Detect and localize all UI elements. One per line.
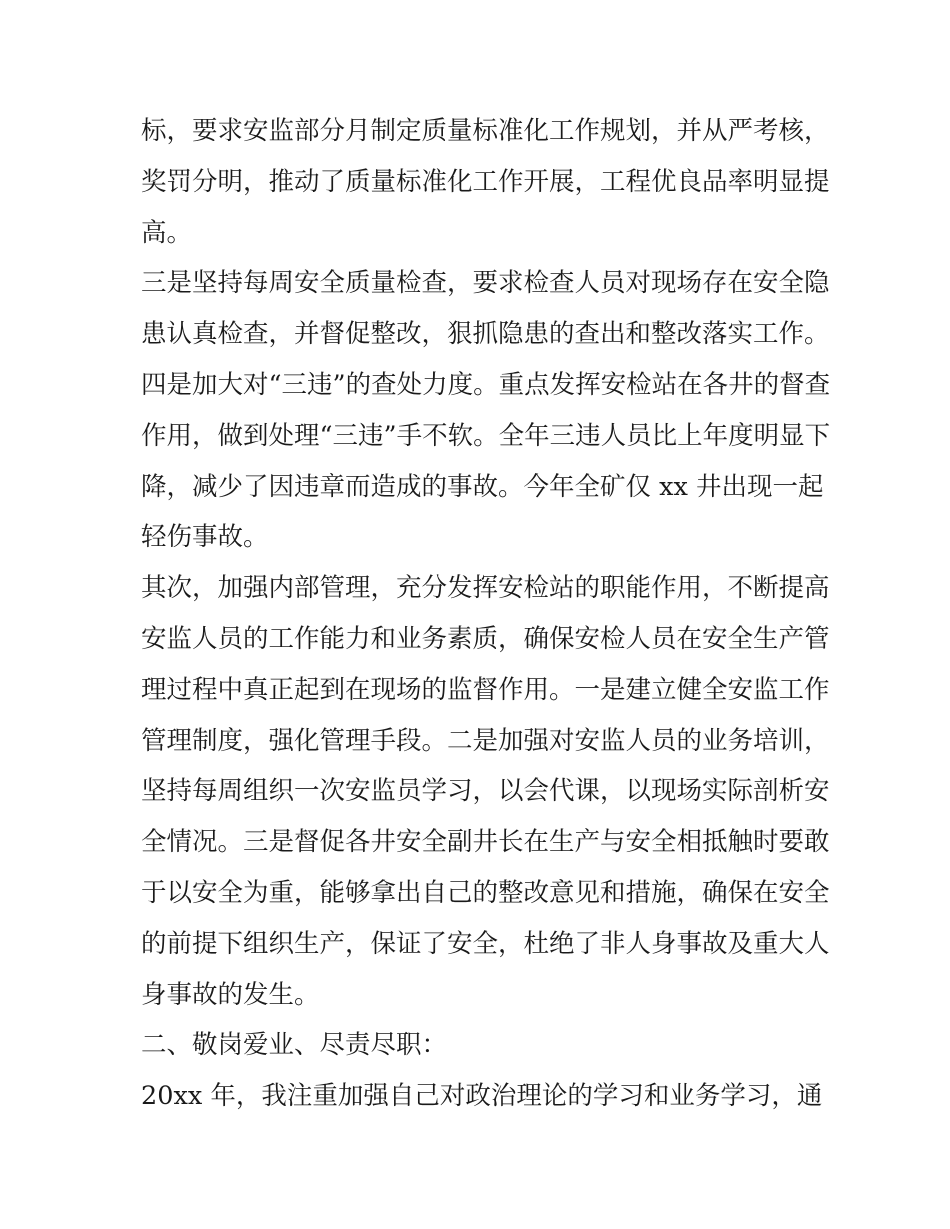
text-line: 高。	[141, 217, 193, 248]
text-line: 于以安全为重，能够拿出自己的整改意见和措施，确保在安全	[141, 877, 830, 908]
text-line: 理过程中真正起到在现场的监督作用。一是建立健全安监工作	[141, 674, 830, 705]
text-line: 其次，加强内部管理，充分发挥安检站的职能作用，不断提高	[141, 573, 830, 604]
text-line: 坚持每周组织一次安监员学习，以会代课，以现场实际剖析安	[141, 776, 830, 807]
text-line: 的前提下组织生产，保证了安全，杜绝了非人身事故及重大人	[141, 928, 830, 959]
text-line: 四是加大对“三违”的查处力度。重点发挥安检站在各井的督查	[141, 369, 831, 400]
text-line: 安监人员的工作能力和业务素质，确保安检人员在安全生产管	[141, 623, 830, 654]
text-line: 三是坚持每周安全质量检查，要求检查人员对现场存在安全隐	[141, 268, 830, 299]
text-line: 身事故的发生。	[141, 979, 320, 1010]
text-line: 管理制度，强化管理手段。二是加强对安监人员的业务培训，	[141, 725, 830, 756]
text-line: 轻伤事故。	[141, 522, 269, 553]
text-line: 作用，做到处理“三违”手不软。全年三违人员比上年度明显下	[141, 420, 831, 451]
text-line: 全情况。三是督促各井安全副井长在生产与安全相抵触时要敢	[141, 827, 830, 858]
text-line: 标，要求安监部分月制定质量标准化工作规划，并从严考核，	[141, 116, 830, 146]
text-line: 患认真检查，并督促整改，狠抓隐患的查出和整改落实工作。	[141, 319, 830, 350]
section-heading: 二、敬岗爱业、尽责尽职：	[141, 1030, 448, 1061]
text-line: 奖罚分明，推动了质量标准化工作开展，工程优良品率明显提	[141, 166, 830, 197]
text-line: 20xx 年，我注重加强自己对政治理论的学习和业务学习，通	[141, 1081, 823, 1112]
document-body	[141, 106, 831, 1122]
text-line: 降，减少了因违章而造成的事故。今年全矿仅 xx 井出现一起	[141, 471, 824, 502]
